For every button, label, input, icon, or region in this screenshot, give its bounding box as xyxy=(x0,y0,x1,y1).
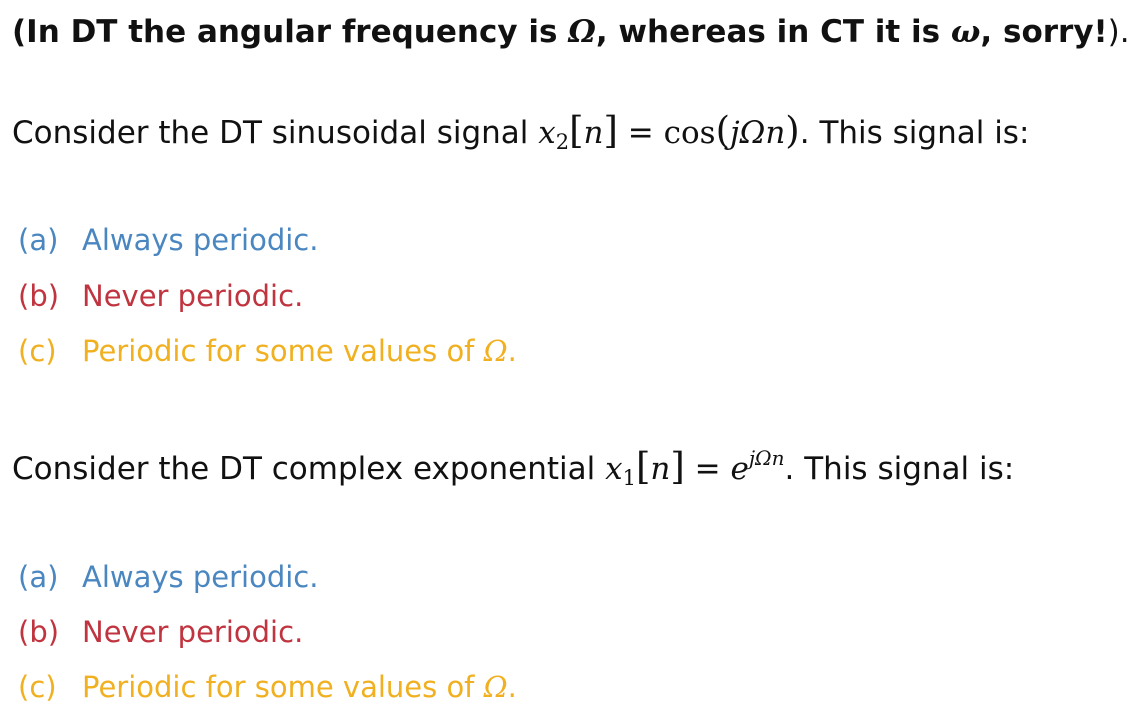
question-1-option-b[interactable] xyxy=(18,277,303,315)
question-1-equals: = xyxy=(617,115,664,151)
question-1-tail: . This signal is: xyxy=(799,115,1030,151)
note-suffix: , sorry! xyxy=(980,14,1108,50)
note-middle: , whereas in CT it is xyxy=(595,14,951,50)
option-omega-symbol: Ω xyxy=(483,670,508,704)
question-1-var: x xyxy=(538,115,556,151)
option-label: (c) xyxy=(18,334,57,368)
question-1-lbracket: [ xyxy=(569,109,584,152)
option-text: Never periodic. xyxy=(82,279,304,313)
course-note xyxy=(12,12,1130,52)
question-1-option-a[interactable] xyxy=(18,221,318,259)
option-end: . xyxy=(507,670,517,704)
question-1-rparen: ) xyxy=(785,109,800,152)
question-1-func: cos xyxy=(663,115,716,151)
omega-ct-symbol: ω xyxy=(950,14,981,50)
question-2-base: e xyxy=(730,451,749,487)
question-2-subscript: 1 xyxy=(622,466,636,490)
question-2-option-a[interactable] xyxy=(18,558,318,596)
question-1-body: jΩn xyxy=(730,115,786,151)
question-2-arg: n xyxy=(650,451,671,487)
note-close: ). xyxy=(1107,14,1130,50)
option-label: (a) xyxy=(18,223,59,257)
option-label: (b) xyxy=(18,615,60,649)
option-label: (b) xyxy=(18,279,60,313)
question-1-arg: n xyxy=(583,115,604,151)
question-1-rbracket: ] xyxy=(603,109,618,152)
note-prefix: (In DT the angular frequency is xyxy=(12,14,569,50)
option-label: (c) xyxy=(18,670,57,704)
option-text: Always periodic. xyxy=(82,560,319,594)
question-2-rbracket: ] xyxy=(670,445,685,488)
question-2-tail: . This signal is: xyxy=(784,451,1015,487)
question-2-option-b[interactable] xyxy=(18,613,303,651)
question-1-lead: Consider the DT sinusoidal signal xyxy=(12,115,539,151)
question-2-option-c[interactable] xyxy=(18,668,517,706)
option-text: Never periodic. xyxy=(82,615,304,649)
option-end: . xyxy=(507,334,517,368)
option-omega-symbol: Ω xyxy=(483,334,508,368)
question-1-lparen: ( xyxy=(715,109,731,152)
option-text: Periodic for some values of xyxy=(82,670,484,704)
question-2-equals: = xyxy=(684,451,731,487)
question-1-prompt xyxy=(12,111,1029,153)
option-label: (a) xyxy=(18,560,59,594)
question-2-prompt xyxy=(12,447,1014,489)
question-2-lead: Consider the DT complex exponential xyxy=(12,451,606,487)
question-1-option-c[interactable] xyxy=(18,332,517,370)
question-1-subscript: 2 xyxy=(555,130,570,154)
omega-dt-symbol: Ω xyxy=(568,14,596,50)
option-text: Always periodic. xyxy=(82,223,319,257)
question-2-lbracket: [ xyxy=(635,445,651,488)
question-2-var: x xyxy=(605,451,623,487)
question-2-exponent: jΩn xyxy=(748,446,785,470)
option-text: Periodic for some values of xyxy=(82,334,484,368)
